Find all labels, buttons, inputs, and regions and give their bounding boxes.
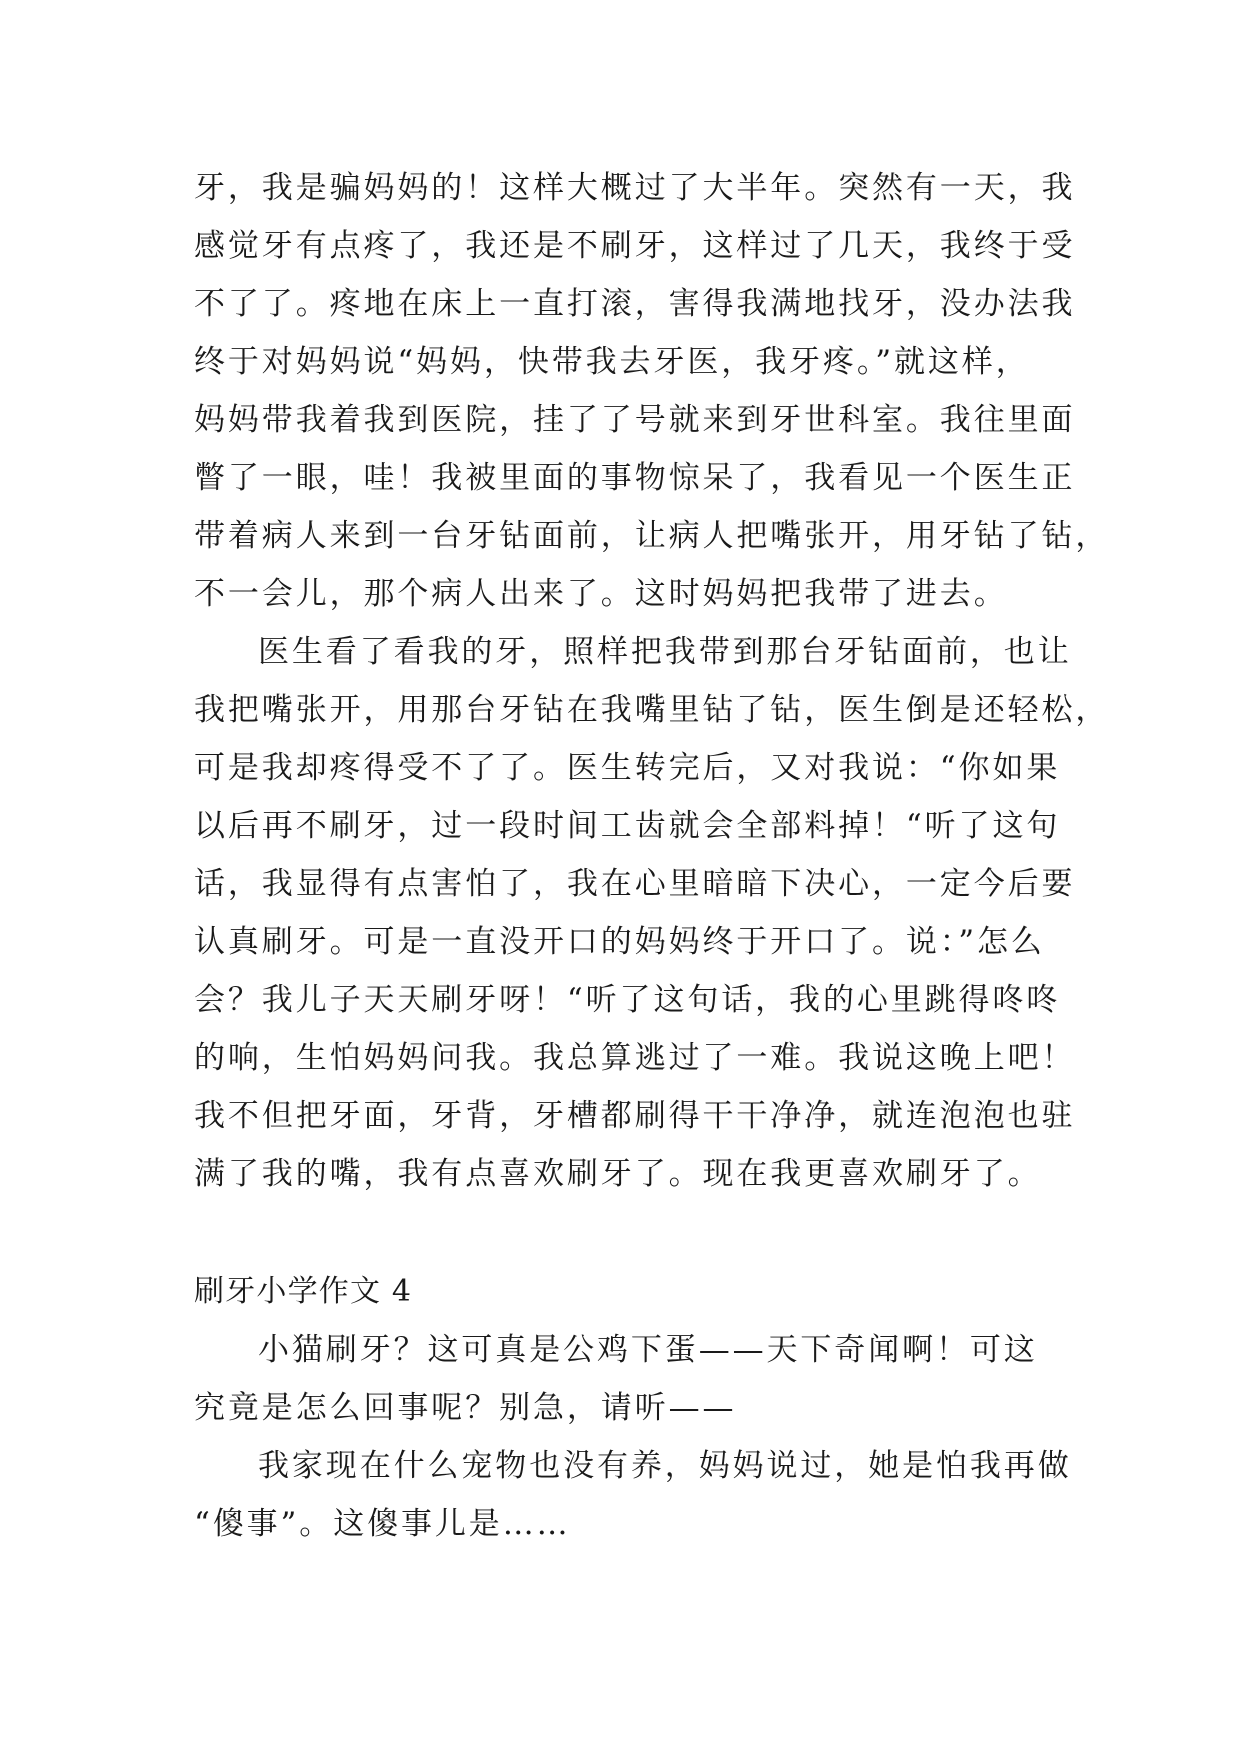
paragraph-line: 牙，我是骗妈妈的！这样大概过了大半年。突然有一天，我 [194, 170, 1076, 206]
section-title-text: 刷牙小学作文 4 [194, 1274, 413, 1309]
paragraph-line: 感觉牙有点疼了，我还是不刷牙，这样过了几天，我终于受 [194, 228, 1076, 264]
paragraph-line: 带着病人来到一台牙钻面前，让病人把嘴张开，用牙钻了钻， [194, 518, 1110, 554]
paragraph-line: 可是我却疼得受不了了。医生转完后，又对我说：“你如果 [194, 750, 1061, 786]
paragraph-line: 认真刷牙。可是一直没开口的妈妈终于开口了。说：”怎么 [194, 924, 1045, 960]
paragraph-line: 不了了。疼地在床上一直打滚，害得我满地找牙，没办法我 [194, 286, 1076, 322]
paragraph-line: 终于对妈妈说“妈妈，快带我去牙医，我牙疼。”就这样， [194, 344, 1030, 380]
section-title [194, 1263, 1054, 1321]
paragraph-line: 我把嘴张开，用那台牙钻在我嘴里钻了钻，医生倒是还轻松， [194, 692, 1110, 728]
paragraph-line: 妈妈带我着我到医院，挂了了号就来到牙世科室。我往里面 [194, 402, 1076, 438]
paragraph-line: 小猫刷牙？这可真是公鸡下蛋——天下奇闻啊！可这 [258, 1332, 1038, 1368]
paragraph-line: 究竟是怎么回事呢？别急，请听—— [194, 1390, 737, 1426]
section-paragraph-2 [194, 1437, 1072, 1553]
paragraph-2 [194, 623, 1110, 1203]
paragraph-line: 医生看了看我的牙，照样把我带到那台牙钻面前，也让 [258, 634, 1072, 670]
paragraph-line: 瞥了一眼，哇！我被里面的事物惊呆了，我看见一个医生正 [194, 460, 1076, 496]
section-paragraph-1 [194, 1321, 1054, 1437]
paragraph-line: 会？我儿子天天刷牙呀！“听了这句话，我的心里跳得咚咚 [194, 982, 1061, 1018]
paragraph-line: 的响，生怕妈妈问我。我总算逃过了一难。我说这晚上吧！ [194, 1040, 1076, 1076]
paragraph-line: 不一会儿，那个病人出来了。这时妈妈把我带了进去。 [194, 576, 1008, 612]
paragraph-line: 我不但把牙面，牙背，牙槽都刷得干干净净，就连泡泡也驻 [194, 1098, 1076, 1134]
paragraph-line: 以后再不刷牙，过一段时间工齿就会全部料掉！“听了这句 [194, 808, 1061, 844]
paragraph-line: 话，我显得有点害怕了，我在心里暗暗下决心，一定今后要 [194, 866, 1076, 902]
paragraph-line: 我家现在什么宠物也没有养，妈妈说过，她是怕我再做 [258, 1448, 1072, 1484]
paragraph-line: 满了我的嘴，我有点喜欢刷牙了。现在我更喜欢刷牙了。 [194, 1156, 1042, 1192]
paragraph-line: “傻事”。这傻事儿是…… [194, 1506, 571, 1542]
paragraph-1 [194, 159, 1110, 623]
